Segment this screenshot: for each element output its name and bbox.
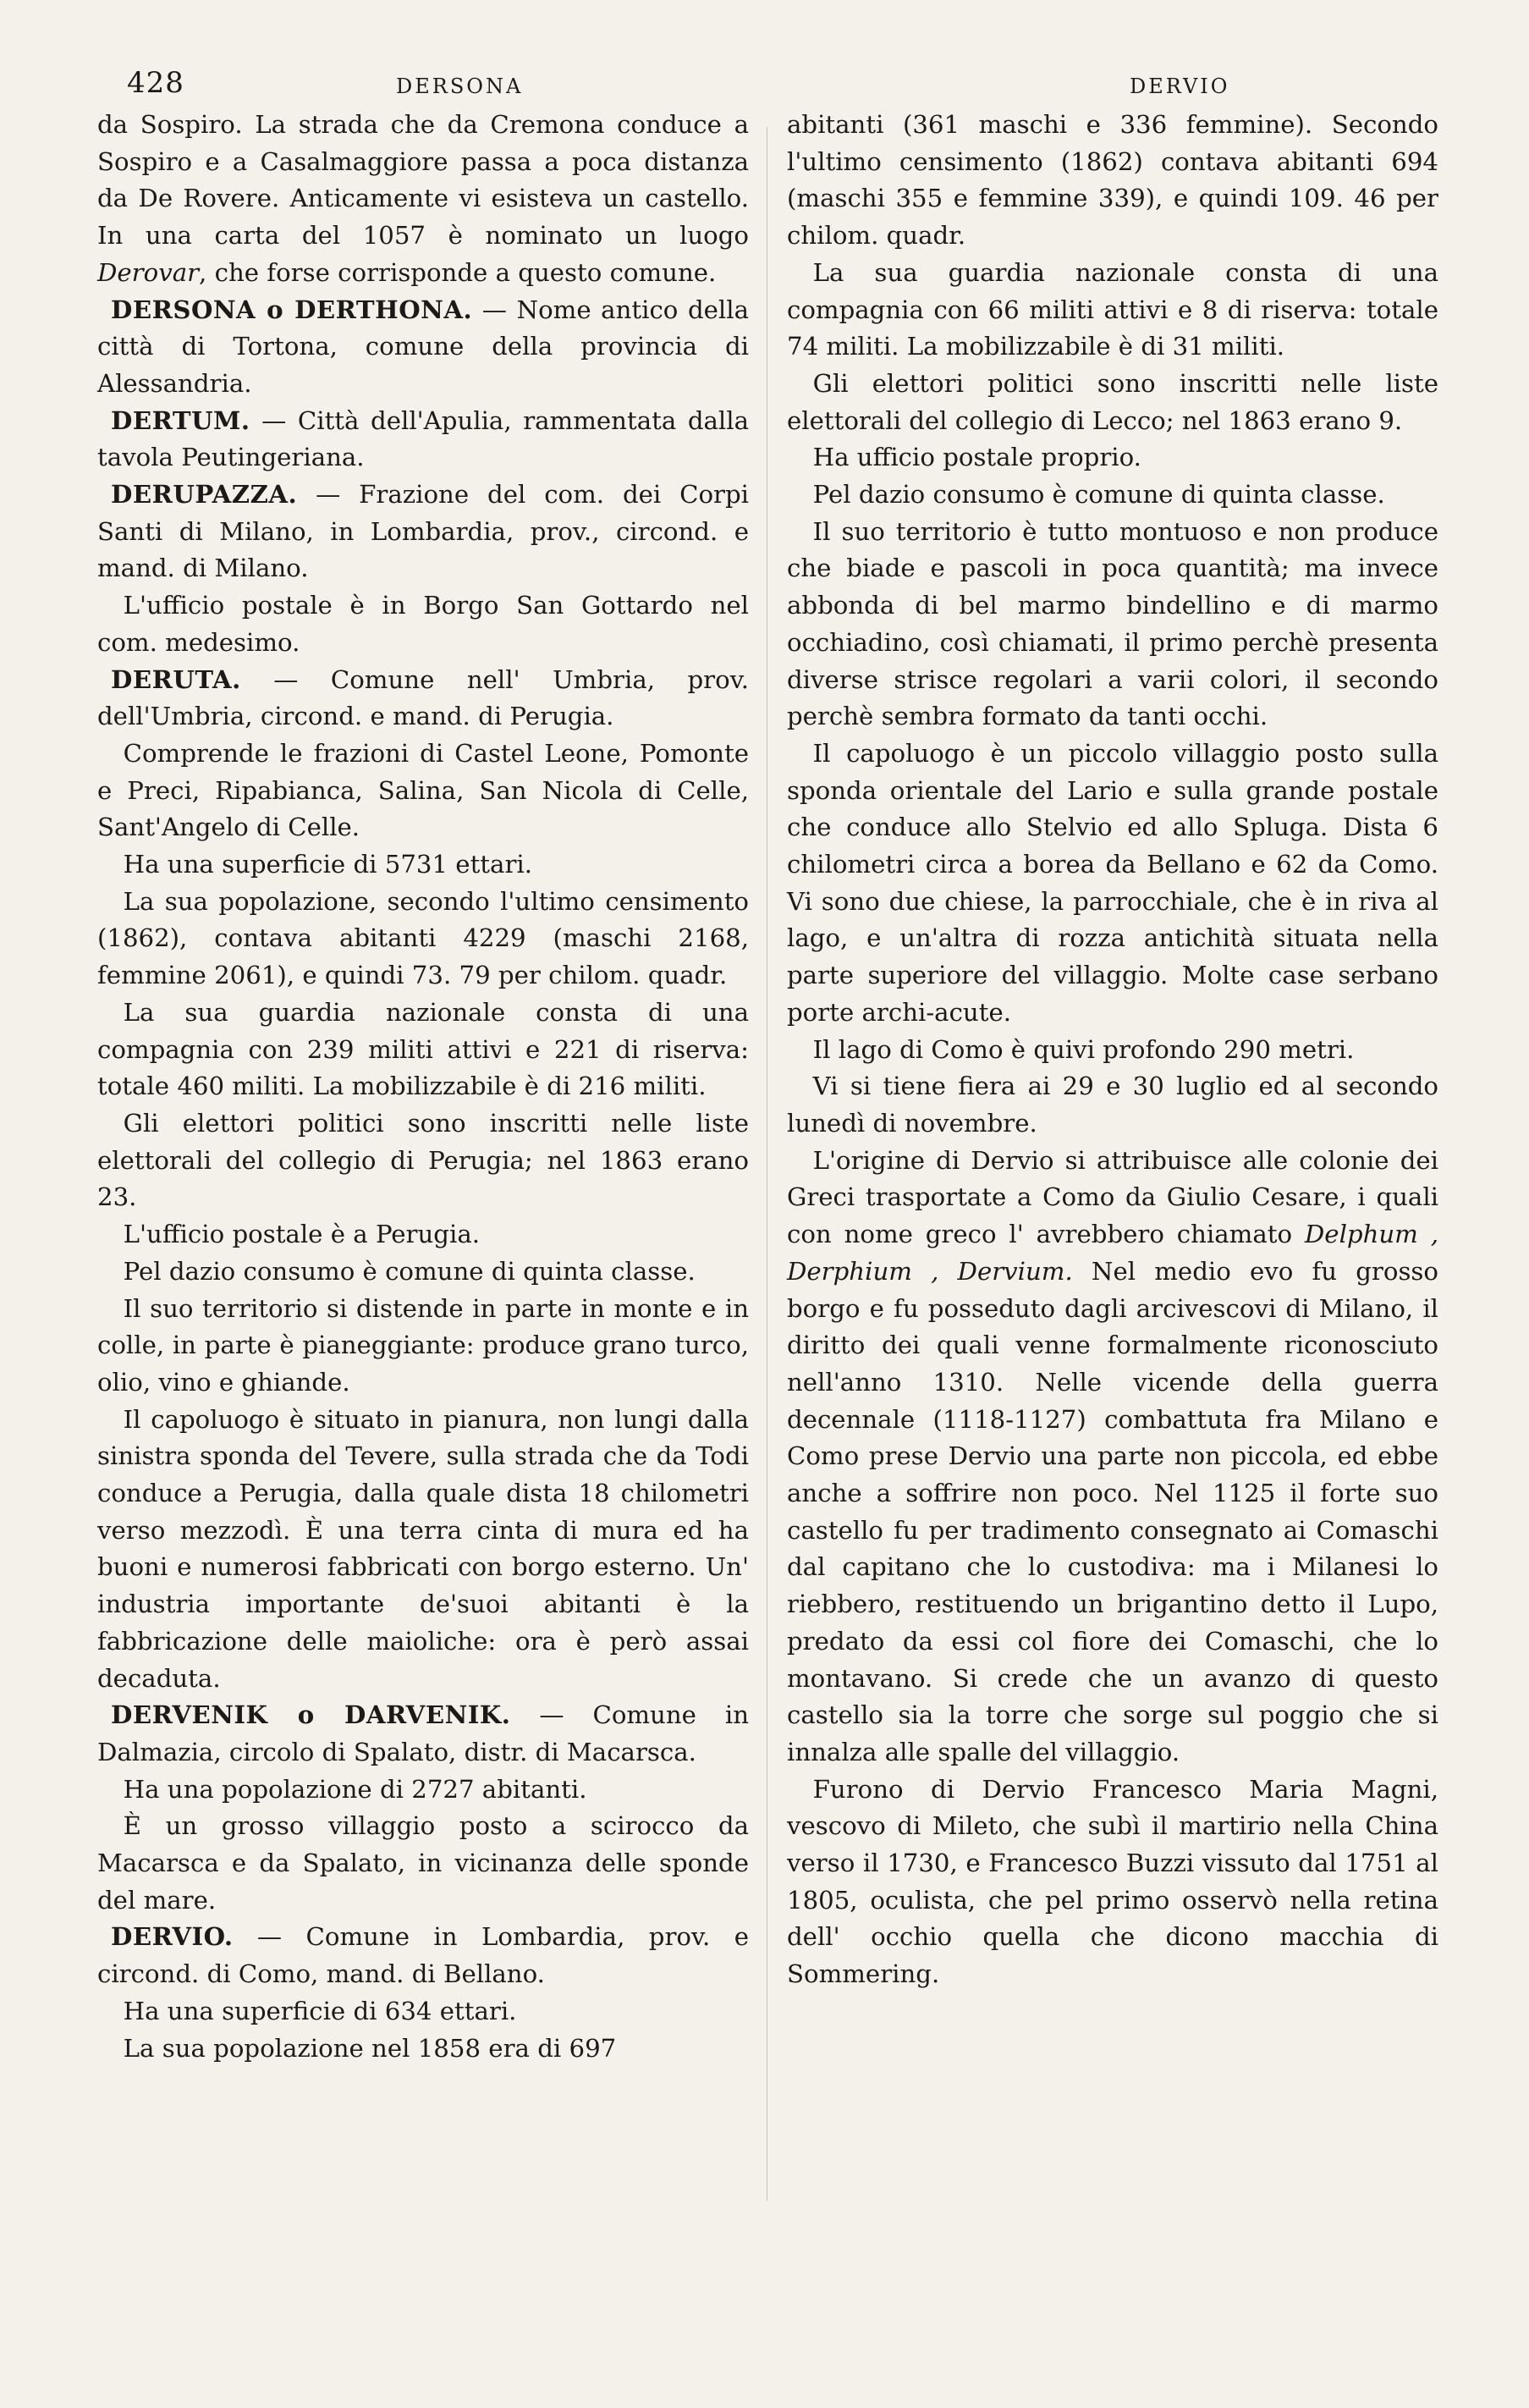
dictionary-entry (97, 477, 749, 587)
paragraph-text: Il suo territorio è tutto montuoso e non produce che biade e pascoli in poca quantità; ma invece abbonda di bel marmo bindellino e di marmo occhiadino, così chiamati, il primo perchè presenta diverse strisce regolari a varii colori, il secondo perchè sembra formato da tanti occhi. (787, 516, 1438, 731)
paragraph (787, 1068, 1438, 1142)
paragraph (97, 1993, 749, 2031)
paragraph-text: Comprende le frazioni di Castel Leone, Pomonte e Preci, Ripabianca, Salina, San Nicola di Celle, Sant'Angelo di Celle. (97, 738, 749, 842)
paragraph (787, 1772, 1438, 1993)
paragraph-text: È un grosso villaggio posto a scirocco da Macarsca e da Spalato, in vicinanza delle sponde del mare. (97, 1811, 749, 1915)
paragraph-text: Il lago di Como è quivi profondo 290 metri. (812, 1034, 1355, 1064)
paragraph-text: — Città dell'Apulia, rammentata dalla tavola Peutingeriana. (97, 405, 749, 472)
page-header (127, 66, 1470, 108)
page-number: 428 (127, 66, 184, 100)
paragraph (97, 995, 749, 1105)
paragraph (97, 1105, 749, 1216)
paragraph (97, 587, 749, 661)
paragraph-text: — Frazione del com. dei Corpi Santi di Milano, in Lombardia, prov., circond. e mand. di Milano. (97, 480, 749, 583)
paragraph (97, 736, 749, 846)
paragraph-text: — Comune in Lombardia, prov. e circond. di Como, mand. di Bellano. (97, 1922, 749, 1989)
entry-headword: DERTUM. (111, 405, 250, 435)
paragraph (787, 439, 1438, 477)
paragraph (787, 477, 1438, 514)
italic-term: Derovar (97, 257, 200, 287)
paragraph-text: , che forse corrisponde a questo comune. (199, 257, 717, 287)
paragraph-text: Pel dazio consumo è comune di quinta classe. (123, 1256, 696, 1286)
dictionary-entry (97, 662, 749, 736)
paragraph (787, 107, 1438, 255)
paragraph-text: Ha ufficio postale proprio. (812, 443, 1141, 472)
paragraph (787, 1032, 1438, 1069)
paragraph-text: Gli elettori politici sono inscritti nelle liste elettorali del collegio di Perugia; nel 1863 erano 23. (97, 1108, 749, 1212)
entry-headword: DERUTA. (111, 664, 241, 694)
paragraph-text: Pel dazio consumo è comune di quinta classe. (812, 480, 1385, 510)
paragraph (787, 736, 1438, 1032)
paragraph (787, 1143, 1438, 1772)
entry-headword: DERVENIK o DARVENIK. (111, 1700, 511, 1730)
dictionary-entry (97, 1697, 749, 1771)
paragraph (97, 846, 749, 884)
paragraph-text: L'ufficio postale è a Perugia. (123, 1220, 480, 1249)
paragraph-text: Nel medio evo fu grosso borgo e fu posseduto dagli arcivescovi di Milano, il diritto dei quali venne formalmente riconosciuto nell'anno 1310. Nelle vicende della guerra decennale (1118-1127) combattuta fra Milano e Como prese Dervio una parte non piccola, ed ebbe anche a soffrire non poco. Nel 1125 il forte suo castello fu per tradimento consegnato ai Comaschi dal capitano che lo custodiva: ma i Milanesi lo riebbero, restituendo un brigantino detto il Lupo, predato da essi col fiore dei Comaschi, che lo montavano. Si crede che un avanzo di questo castello sia la torre che sorge sul poggio che si innalza alle spalle del villaggio. (787, 1256, 1438, 1766)
paragraph-text: Il suo territorio si distende in parte in monte e in colle, in parte è pianeggiante: produce grano turco, olio, vino e ghiande. (97, 1293, 749, 1397)
paragraph-text: abitanti (361 maschi e 336 femmine). Secondo l'ultimo censimento (1862) contava abitanti 694 (maschi 355 e femmine 339), e quindi 109. 46 per chilom. quadr. (787, 110, 1438, 251)
running-head-right: DERVIO (1130, 74, 1230, 98)
paragraph (97, 107, 749, 292)
dictionary-entry (97, 1919, 749, 1992)
entry-headword: DERSONA o DERTHONA. (111, 295, 473, 324)
dictionary-entry (97, 403, 749, 477)
paragraph (97, 1402, 749, 1698)
paragraph-text: Ha una superficie di 5731 ettari. (123, 850, 533, 879)
paragraph (97, 1291, 749, 1402)
paragraph (787, 255, 1438, 366)
right-column (787, 107, 1438, 1993)
paragraph (97, 884, 749, 995)
paragraph (787, 514, 1438, 736)
paragraph-text: — Comune in Dalmazia, circolo di Spalato, distr. di Macarsca. (97, 1700, 749, 1766)
paragraph-text: Ha una superficie di 634 ettari. (123, 1996, 517, 2025)
paragraph (97, 1772, 749, 1809)
paragraph-text: Furono di Dervio Francesco Maria Magni, vescovo di Mileto, che subì il martirio nella China verso il 1730, e Francesco Buzzi vissuto dal 1751 al 1805, oculista, che pel primo osservò nella retina dell' occhio quella che dicono macchia di Sommering. (787, 1774, 1438, 1989)
paragraph-text: Il capoluogo è un piccolo villaggio posto sulla sponda orientale del Lario e sulla grande postale che conduce allo Stelvio ed allo Spluga. Dista 6 chilometri circa a borea da Bellano e 62 da Como. Vi sono due chiese, la parrocchiale, che è in riva al lago, e un'altra di rozza antichità situata nella parte superiore del villaggio. Molte case serbano porte archi-acute. (787, 738, 1438, 1027)
paragraph-text: — Comune nell' Umbria, prov. dell'Umbria, circond. e mand. di Perugia. (97, 664, 749, 731)
entry-headword: DERVIO. (111, 1922, 234, 1952)
paragraph-text: La sua guardia nazionale consta di una compagnia con 66 militi attivi e 8 di riserva: totale 74 militi. La mobilizzabile è di 31 militi. (787, 257, 1438, 361)
paragraph (97, 1808, 749, 1919)
paragraph (97, 1216, 749, 1254)
paragraph-text: Vi si tiene fiera ai 29 e 30 luglio ed al secondo lunedì di novembre. (787, 1072, 1438, 1138)
paragraph-text: — Nome antico della città di Tortona, comune della provincia di Alessandria. (97, 295, 749, 398)
paragraph (97, 2031, 749, 2068)
paragraph-text: L'origine di Dervio si attribuisce alle colonie dei Greci trasportate a Como da Giulio Cesare, i quali con nome greco l' avrebbero chiamato (787, 1145, 1438, 1249)
entry-headword: DERUPAZZA. (111, 480, 298, 510)
dictionary-entry (97, 292, 749, 403)
paragraph-text: da Sospiro. La strada che da Cremona conduce a Sospiro e a Casalmaggiore passa a poca distanza da De Rovere. Anticamente vi esisteva un castello. In una carta del 1057 è nominato un luogo (97, 110, 749, 251)
paragraph-text: La sua guardia nazionale consta di una compagnia con 239 militi attivi e 221 di riserva: totale 460 militi. La mobilizzabile è di 216 militi. (97, 997, 749, 1101)
italic-term: Delphum , Derphium , Dervium. (787, 1220, 1438, 1286)
paragraph-text: Gli elettori politici sono inscritti nelle liste elettorali del collegio di Lecco; nel 1863 erano 9. (787, 368, 1438, 435)
paragraph-text: La sua popolazione nel 1858 era di 697 (123, 2033, 617, 2063)
paragraph-text: Ha una popolazione di 2727 abitanti. (123, 1774, 587, 1804)
running-head-left: DERSONA (396, 74, 524, 98)
paragraph (787, 366, 1438, 439)
paragraph-text: La sua popolazione, secondo l'ultimo censimento (1862), contava abitanti 4229 (maschi 2168, femmine 2061), e quindi 73. 79 per chilom. quadr. (97, 886, 749, 990)
paragraph (97, 1254, 749, 1291)
left-column (97, 107, 749, 2067)
paragraph-text: Il capoluogo è situato in pianura, non lungi dalla sinistra sponda del Tevere, sulla strada che da Todi conduce a Perugia, dalla quale dista 18 chilometri verso mezzodì. È una terra cinta di mura ed ha buoni e numerosi fabbricati con borgo esterno. Un' industria importante de'suoi abitanti è la fabbricazione delle maioliche: ora è però assai decaduta. (97, 1404, 749, 1693)
paragraph-text: L'ufficio postale è in Borgo San Gottardo nel com. medesimo. (97, 591, 749, 657)
